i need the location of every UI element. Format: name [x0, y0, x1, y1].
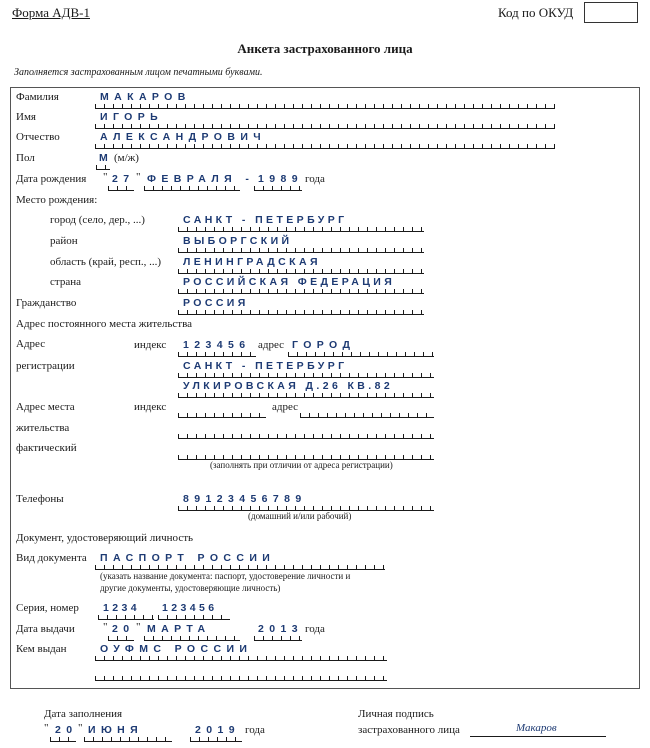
issue-quote-close: " — [136, 621, 141, 633]
doc-series-label: Серия, номер — [16, 602, 79, 614]
phones-hint: (домашний и/или рабочий) — [248, 511, 352, 521]
name-label: Имя — [16, 111, 36, 123]
identity-doc-label: Документ, удостоверяющий личность — [16, 532, 194, 544]
actual-address-label-3: фактический — [16, 442, 77, 454]
reg-address-line2[interactable]: САНКТ - ПЕТЕРБУРГ — [183, 360, 348, 372]
fill-quote-open: " — [44, 722, 49, 734]
reg-index-value[interactable]: 123456 — [183, 339, 251, 351]
signature-value[interactable]: Макаров — [516, 722, 557, 734]
birth-day[interactable]: 27 — [112, 173, 135, 185]
fill-quote-close: " — [78, 722, 83, 734]
birth-region-label: область (край, респ., ...) — [50, 256, 162, 268]
page-subtitle: Заполняется застрахованным лицом печатными буквами. — [14, 67, 263, 78]
doc-type-line — [95, 565, 385, 570]
issue-date-label: Дата выдачи — [16, 623, 75, 635]
citizenship-value[interactable]: РОССИЯ — [183, 297, 249, 309]
fill-month[interactable]: ИЮНЯ — [88, 724, 144, 736]
doc-series-value[interactable]: 1234 — [103, 602, 140, 614]
page-title: Анкета застрахованного лица — [237, 41, 413, 56]
birth-country-line — [178, 289, 424, 294]
citizenship-line — [178, 310, 424, 315]
sex-line — [96, 165, 110, 170]
actual-address-hint: (заполнять при отличии от адреса регистрации) — [210, 460, 393, 470]
permanent-address-label: Адрес постоянного места жительства — [16, 318, 193, 330]
name-line — [95, 124, 555, 129]
actual-index-line[interactable] — [178, 413, 266, 418]
birth-month[interactable]: ФЕВРАЛЯ - — [147, 173, 255, 185]
issue-year-word: года — [305, 623, 325, 635]
issue-quote-open: " — [103, 621, 108, 633]
fill-year[interactable]: 2019 — [195, 724, 240, 736]
citizenship-label: Гражданство — [16, 297, 77, 309]
sex-hint: (м/ж) — [114, 152, 139, 164]
birth-city-line — [178, 227, 424, 232]
okud-label: Код по ОКУД — [498, 5, 574, 20]
issue-year-line — [254, 636, 302, 641]
issue-year[interactable]: 2013 — [258, 623, 303, 635]
form-code: Форма АДВ-1 — [12, 5, 90, 20]
fill-year-word: года — [245, 724, 265, 736]
reg-address-line3-rule — [178, 393, 434, 398]
reg-address-line1-rule — [288, 352, 434, 357]
birth-region-value[interactable]: ЛЕНИНГРАДСКАЯ — [183, 256, 321, 268]
birth-district-label: район — [50, 235, 78, 247]
birth-district-line — [178, 248, 424, 253]
birth-country-label: страна — [50, 276, 81, 288]
fill-year-line — [190, 737, 242, 742]
reg-address-line2-rule — [178, 373, 434, 378]
fill-date-label: Дата заполнения — [44, 708, 123, 720]
issued-by-value[interactable]: ОУФМС РОССИИ — [100, 643, 253, 655]
doc-type-hint-2: другие документы, удостоверяющие личность) — [100, 583, 281, 593]
birth-city-value[interactable]: САНКТ - ПЕТЕРБУРГ — [183, 214, 348, 226]
birth-date-label: Дата рождения — [16, 173, 87, 185]
birth-year[interactable]: 1989 — [258, 173, 303, 185]
birth-city-label: город (село, дер., ...) — [50, 214, 145, 226]
fill-day[interactable]: 20 — [55, 724, 78, 736]
issued-by-line2 — [95, 676, 387, 681]
actual-address-label: адрес — [272, 401, 299, 413]
issue-day-line — [108, 636, 134, 641]
birth-year-word: года — [305, 173, 325, 185]
signature-label-1: Личная подпись — [358, 708, 434, 720]
patronymic-value[interactable]: АЛЕКСАНДРОВИЧ — [100, 131, 267, 143]
issue-month[interactable]: МАРТА — [147, 623, 211, 635]
birth-district-value[interactable]: ВЫБОРГСКИЙ — [183, 235, 293, 247]
actual-address-label-2: жительства — [16, 422, 70, 434]
doc-number-line — [158, 615, 230, 620]
sex-label: Пол — [16, 152, 35, 164]
birthplace-label: Место рождения: — [16, 194, 98, 206]
actual-address-line2[interactable] — [178, 434, 434, 439]
doc-type-value[interactable]: ПАСПОРТ РОССИИ — [100, 552, 276, 564]
fill-day-line — [50, 737, 76, 742]
issued-by-line1 — [95, 656, 387, 661]
actual-address-label-1: Адрес места — [16, 401, 75, 413]
birth-month-line — [144, 186, 240, 191]
birth-region-line — [178, 269, 424, 274]
birth-country-value[interactable]: РОССИЙСКАЯ ФЕДЕРАЦИЯ — [183, 276, 396, 288]
reg-address-line1[interactable]: ГОРОД — [292, 339, 356, 351]
doc-series-line — [98, 615, 154, 620]
phones-label: Телефоны — [16, 493, 64, 505]
name-value[interactable]: ИГОРЬ — [100, 111, 164, 123]
registration-label-2: регистрации — [16, 360, 75, 372]
birth-year-line — [254, 186, 302, 191]
reg-address-line3[interactable]: УЛКИРОВСКАЯ Д.26 КВ.82 — [183, 380, 394, 392]
actual-address-line1[interactable] — [300, 413, 434, 418]
issue-day[interactable]: 20 — [112, 623, 135, 635]
birth-quote-open: " — [103, 171, 108, 183]
reg-address-label: адрес — [258, 339, 285, 351]
actual-index-label: индекс — [134, 401, 167, 413]
fill-month-line — [84, 737, 172, 742]
patronymic-line — [95, 144, 555, 149]
doc-number-value[interactable]: 123456 — [162, 602, 218, 614]
doc-type-label: Вид документа — [16, 552, 87, 564]
phones-value[interactable]: 89123456789 — [183, 493, 307, 505]
registration-label-1: Адрес — [16, 338, 46, 350]
signature-line — [470, 736, 606, 737]
patronymic-label: Отчество — [16, 131, 60, 143]
issued-by-label: Кем выдан — [16, 643, 67, 655]
sex-value[interactable]: М — [99, 152, 114, 164]
reg-index-line — [178, 352, 256, 357]
surname-label: Фамилия — [16, 91, 59, 103]
birth-quote-close: " — [136, 171, 141, 183]
surname-value[interactable]: МАКАРОВ — [100, 91, 191, 103]
doc-type-hint-1: (указать название документа: паспорт, удостоверение личности и — [100, 571, 351, 581]
birth-day-line — [108, 186, 134, 191]
reg-index-label: индекс — [134, 339, 167, 351]
issue-month-line — [144, 636, 240, 641]
signature-label-2: застрахованного лица — [358, 724, 460, 736]
surname-line — [95, 104, 555, 109]
okud-box[interactable] — [584, 2, 638, 23]
